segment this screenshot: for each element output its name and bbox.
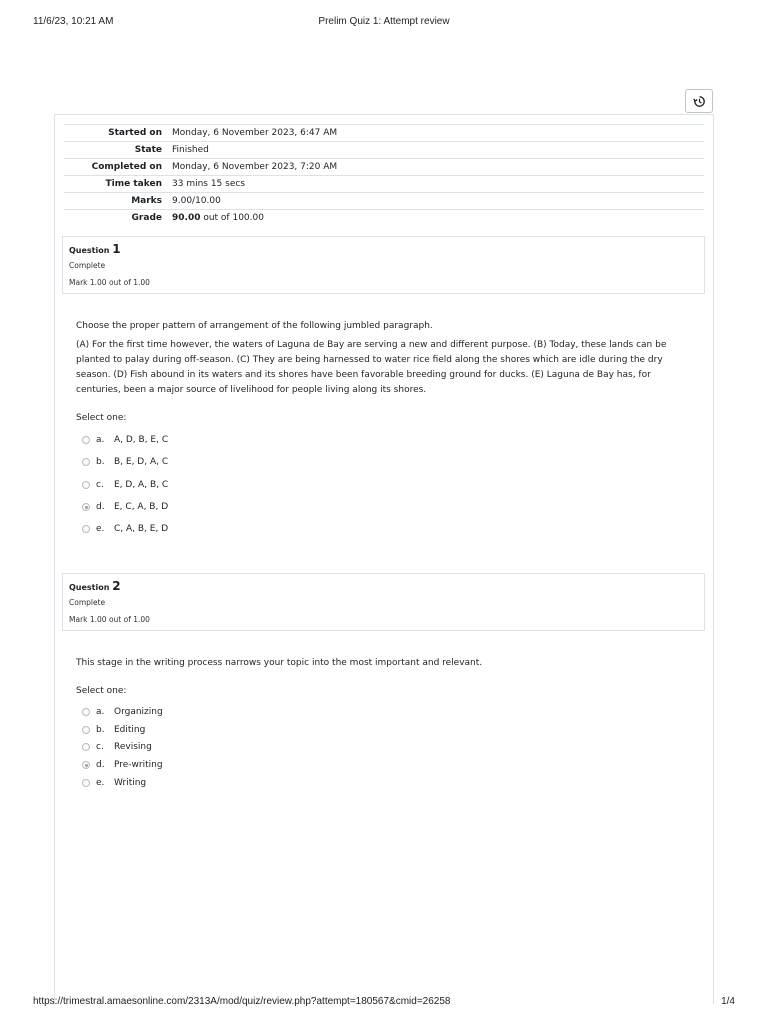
question-num: 2	[112, 579, 121, 593]
answer-text: Revising	[114, 742, 152, 752]
answer-letter: c.	[96, 742, 104, 752]
answer-text: A, D, B, E, C	[114, 435, 169, 445]
answer-letter: e.	[96, 778, 105, 788]
print-header	[33, 16, 735, 30]
summary-row-marks	[64, 193, 704, 210]
print-footer	[33, 996, 735, 1010]
summary-label: Marks	[64, 193, 172, 210]
answer-option-2c[interactable]	[82, 740, 152, 754]
question-grade: Mark 1.00 out of 1.00	[69, 615, 150, 624]
history-button[interactable]	[685, 89, 713, 113]
question-state: Complete	[69, 261, 106, 270]
summary-label: State	[64, 142, 172, 159]
answer-option-1b[interactable]	[82, 455, 168, 469]
answer-letter: a.	[96, 707, 105, 717]
summary-label: Completed on	[64, 159, 172, 176]
question-info-1	[62, 236, 705, 294]
summary-value: Finished	[172, 142, 704, 159]
answer-letter: d.	[96, 502, 105, 512]
question-passage: (A) For the first time however, the waters of Laguna de Bay are serving a new and different purpose. (B) Today, these lands can be planted to palay during off-season. (C) They are being harnessed to water rice field along the shores which are idle during the dry season. (D) Fish abound in its waters and its shores have been favorable breeding ground for ducks. (E) Laguna de Bay has, for centuries, been a major source of livelihood for people living along its shores.	[76, 340, 667, 395]
answer-option-1e[interactable]	[82, 522, 168, 536]
question-text-2	[76, 656, 686, 671]
answer-text: Pre-writing	[114, 760, 163, 770]
answer-text: C, A, B, E, D	[114, 524, 169, 534]
question-state: Complete	[69, 598, 106, 607]
question-label: Question	[69, 246, 110, 255]
print-title: Prelim Quiz 1: Attempt review	[318, 16, 450, 27]
radio-button[interactable]	[82, 436, 90, 444]
print-date: 11/6/23, 10:21 AM	[33, 16, 114, 27]
print-url: https://trimestral.amaesonline.com/2313A/mod/quiz/review.php?attempt=180567&cmid=26258	[33, 996, 451, 1007]
answer-letter: a.	[96, 435, 105, 445]
radio-button[interactable]	[82, 779, 90, 787]
grade-score: 90.00	[172, 213, 201, 223]
radio-button[interactable]	[82, 481, 90, 489]
answer-letter: b.	[96, 725, 105, 735]
summary-label: Time taken	[64, 176, 172, 193]
answer-text: Writing	[114, 778, 147, 788]
attempt-summary-table	[64, 124, 704, 226]
answer-text: E, D, A, B, C	[114, 480, 169, 490]
answer-option-2b[interactable]	[82, 723, 145, 737]
summary-value: Monday, 6 November 2023, 7:20 AM	[172, 159, 704, 176]
radio-button[interactable]	[82, 743, 90, 751]
summary-label: Started on	[64, 125, 172, 142]
question-label: Question	[69, 583, 110, 592]
answer-option-2d[interactable]	[82, 758, 163, 772]
select-one-label: Select one:	[76, 686, 127, 696]
question-info-2	[62, 573, 705, 631]
answer-option-1d[interactable]	[82, 500, 168, 514]
summary-row-started	[64, 125, 704, 142]
answer-text: B, E, D, A, C	[114, 457, 169, 467]
answer-option-2e[interactable]	[82, 776, 146, 790]
answer-option-2a[interactable]	[82, 705, 163, 719]
summary-value: 9.00/10.00	[172, 193, 704, 210]
answer-letter: b.	[96, 457, 105, 467]
question-grade: Mark 1.00 out of 1.00	[69, 278, 150, 287]
radio-button[interactable]	[82, 726, 90, 734]
summary-row-completed	[64, 159, 704, 176]
radio-button-selected[interactable]	[82, 503, 90, 511]
summary-row-grade	[64, 210, 704, 227]
answer-letter: d.	[96, 760, 105, 770]
answer-option-1a[interactable]	[82, 433, 168, 447]
page-number: 1/4	[721, 996, 735, 1007]
grade-rest: out of 100.00	[200, 213, 264, 223]
answer-text: Organizing	[114, 707, 163, 717]
summary-row-time	[64, 176, 704, 193]
radio-button[interactable]	[82, 708, 90, 716]
question-number	[69, 579, 121, 593]
question-num: 1	[112, 242, 121, 256]
question-number	[69, 242, 121, 256]
answer-letter: e.	[96, 524, 105, 534]
radio-button[interactable]	[82, 525, 90, 533]
answer-text: E, C, A, B, D	[114, 502, 169, 512]
answer-option-1c[interactable]	[82, 478, 168, 492]
summary-label: Grade	[64, 210, 172, 227]
answer-letter: c.	[96, 480, 104, 490]
answer-text: Editing	[114, 725, 146, 735]
summary-row-state	[64, 142, 704, 159]
radio-button-selected[interactable]	[82, 761, 90, 769]
select-one-label: Select one:	[76, 413, 127, 423]
summary-value: 33 mins 15 secs	[172, 176, 704, 193]
question-prompt: This stage in the writing process narrows your topic into the most important and relevant.	[76, 658, 483, 668]
summary-value	[172, 210, 704, 227]
question-text-1	[76, 319, 686, 398]
question-prompt: Choose the proper pattern of arrangement of the following jumbled paragraph.	[76, 321, 433, 331]
history-icon	[693, 95, 706, 108]
radio-button[interactable]	[82, 458, 90, 466]
summary-value: Monday, 6 November 2023, 6:47 AM	[172, 125, 704, 142]
